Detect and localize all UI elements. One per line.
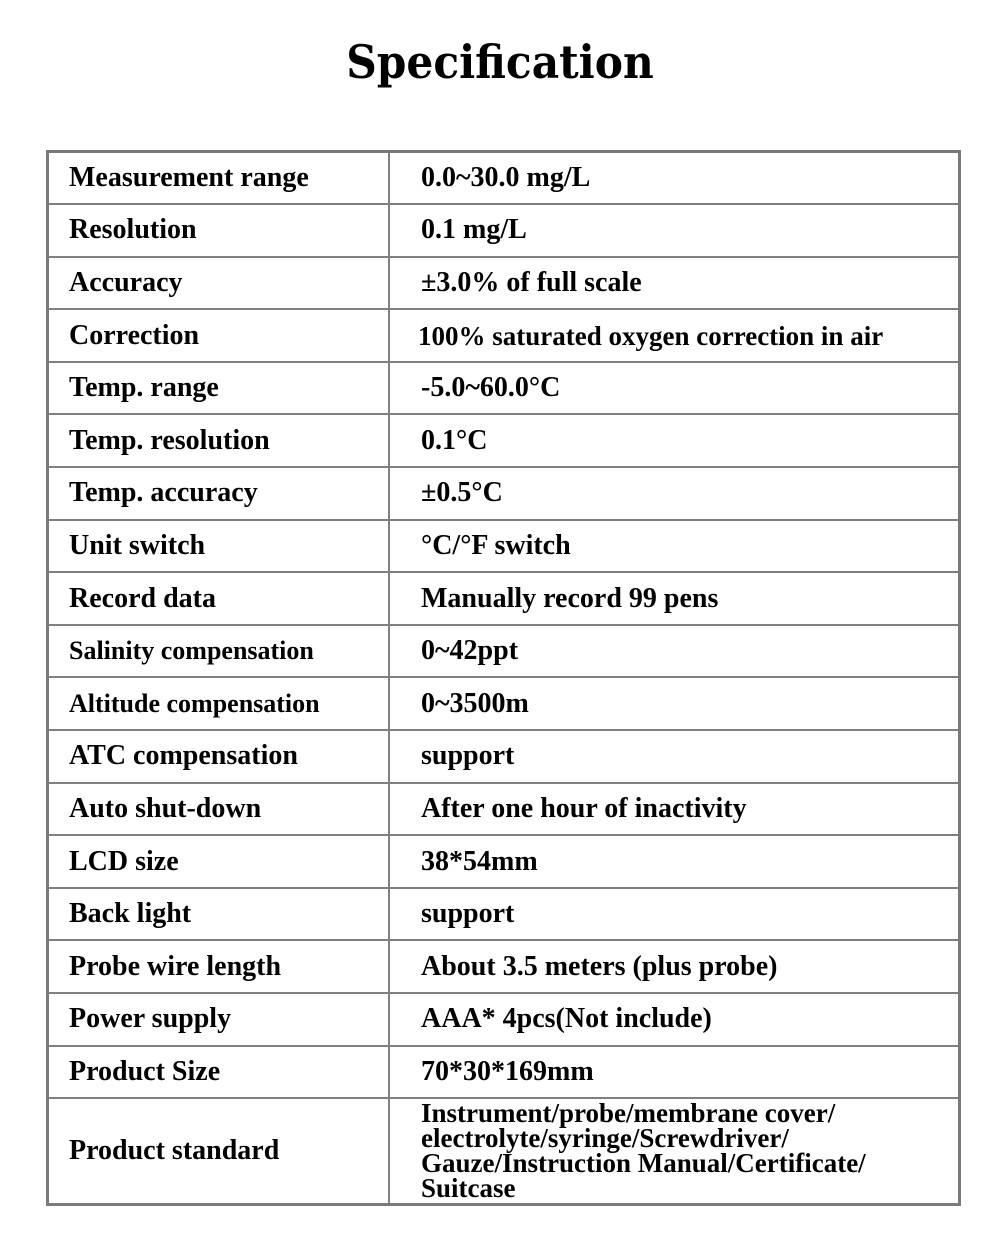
spec-label: LCD size: [48, 835, 390, 888]
spec-value: -5.0~60.0°C: [389, 362, 960, 415]
spec-label: Product standard: [48, 1098, 390, 1204]
table-row: [48, 362, 960, 415]
spec-label: Back light: [48, 888, 390, 941]
spec-label: ATC compensation: [48, 730, 390, 783]
spec-value: About 3.5 meters (plus probe): [389, 940, 960, 993]
spec-label: Temp. resolution: [48, 414, 390, 467]
spec-label: Salinity compensation: [48, 625, 390, 678]
spec-label: Probe wire length: [48, 940, 390, 993]
table-row: [48, 993, 960, 1046]
spec-value: ±3.0% of full scale: [389, 257, 960, 310]
page-title: Specification: [346, 35, 654, 89]
spec-value: 100% saturated oxygen correction in air: [389, 309, 960, 362]
table-row: [48, 572, 960, 625]
spec-value: AAA* 4pcs(Not include): [389, 993, 960, 1046]
table-row: [48, 835, 960, 888]
spec-label: Resolution: [48, 204, 390, 257]
table-row: [48, 677, 960, 730]
table-row: [48, 730, 960, 783]
spec-label: Record data: [48, 572, 390, 625]
spec-label: Unit switch: [48, 520, 390, 573]
table-row: [48, 888, 960, 941]
table-row: [48, 940, 960, 993]
table-row: [48, 257, 960, 310]
spec-value: 0~3500m: [389, 677, 960, 730]
spec-value: support: [389, 730, 960, 783]
table-row: [48, 520, 960, 573]
specification-table: [46, 150, 961, 1206]
spec-value-line: Suitcase: [421, 1172, 516, 1203]
table-row: [48, 783, 960, 836]
spec-label: Product Size: [48, 1046, 390, 1099]
spec-label: Correction: [48, 309, 390, 362]
spec-value: Manually record 99 pens: [389, 572, 960, 625]
spec-value: 70*30*169mm: [389, 1046, 960, 1099]
table-row: [48, 467, 960, 520]
spec-label: Auto shut-down: [48, 783, 390, 836]
table-row: [48, 625, 960, 678]
table-row: [48, 1046, 960, 1099]
spec-value: 0.1°C: [389, 414, 960, 467]
spec-value: support: [389, 888, 960, 941]
spec-value: 0.1 mg/L: [389, 204, 960, 257]
spec-value-line: electrolyte/syringe/Screwdriver/: [421, 1122, 789, 1153]
spec-label: Power supply: [48, 993, 390, 1046]
spec-label: Accuracy: [48, 257, 390, 310]
spec-label: Altitude compensation: [48, 677, 390, 730]
table-row: [48, 309, 960, 362]
spec-value: 38*54mm: [389, 835, 960, 888]
spec-label: Measurement range: [48, 152, 390, 205]
spec-label: Temp. accuracy: [48, 467, 390, 520]
spec-value: After one hour of inactivity: [389, 783, 960, 836]
spec-label: Temp. range: [48, 362, 390, 415]
table-row: [48, 1098, 960, 1204]
table-row: [48, 204, 960, 257]
table-row: [48, 414, 960, 467]
spec-value: 0.0~30.0 mg/L: [389, 152, 960, 205]
spec-value-multiline: [389, 1098, 960, 1204]
spec-value-line: Instrument/probe/membrane cover/: [421, 1097, 836, 1128]
spec-value: °C/°F switch: [389, 520, 960, 573]
spec-value-line: Gauze/Instruction Manual/Certificate/: [421, 1147, 866, 1178]
table-row: [48, 152, 960, 205]
spec-value: 0~42ppt: [389, 625, 960, 678]
spec-value: ±0.5°C: [389, 467, 960, 520]
